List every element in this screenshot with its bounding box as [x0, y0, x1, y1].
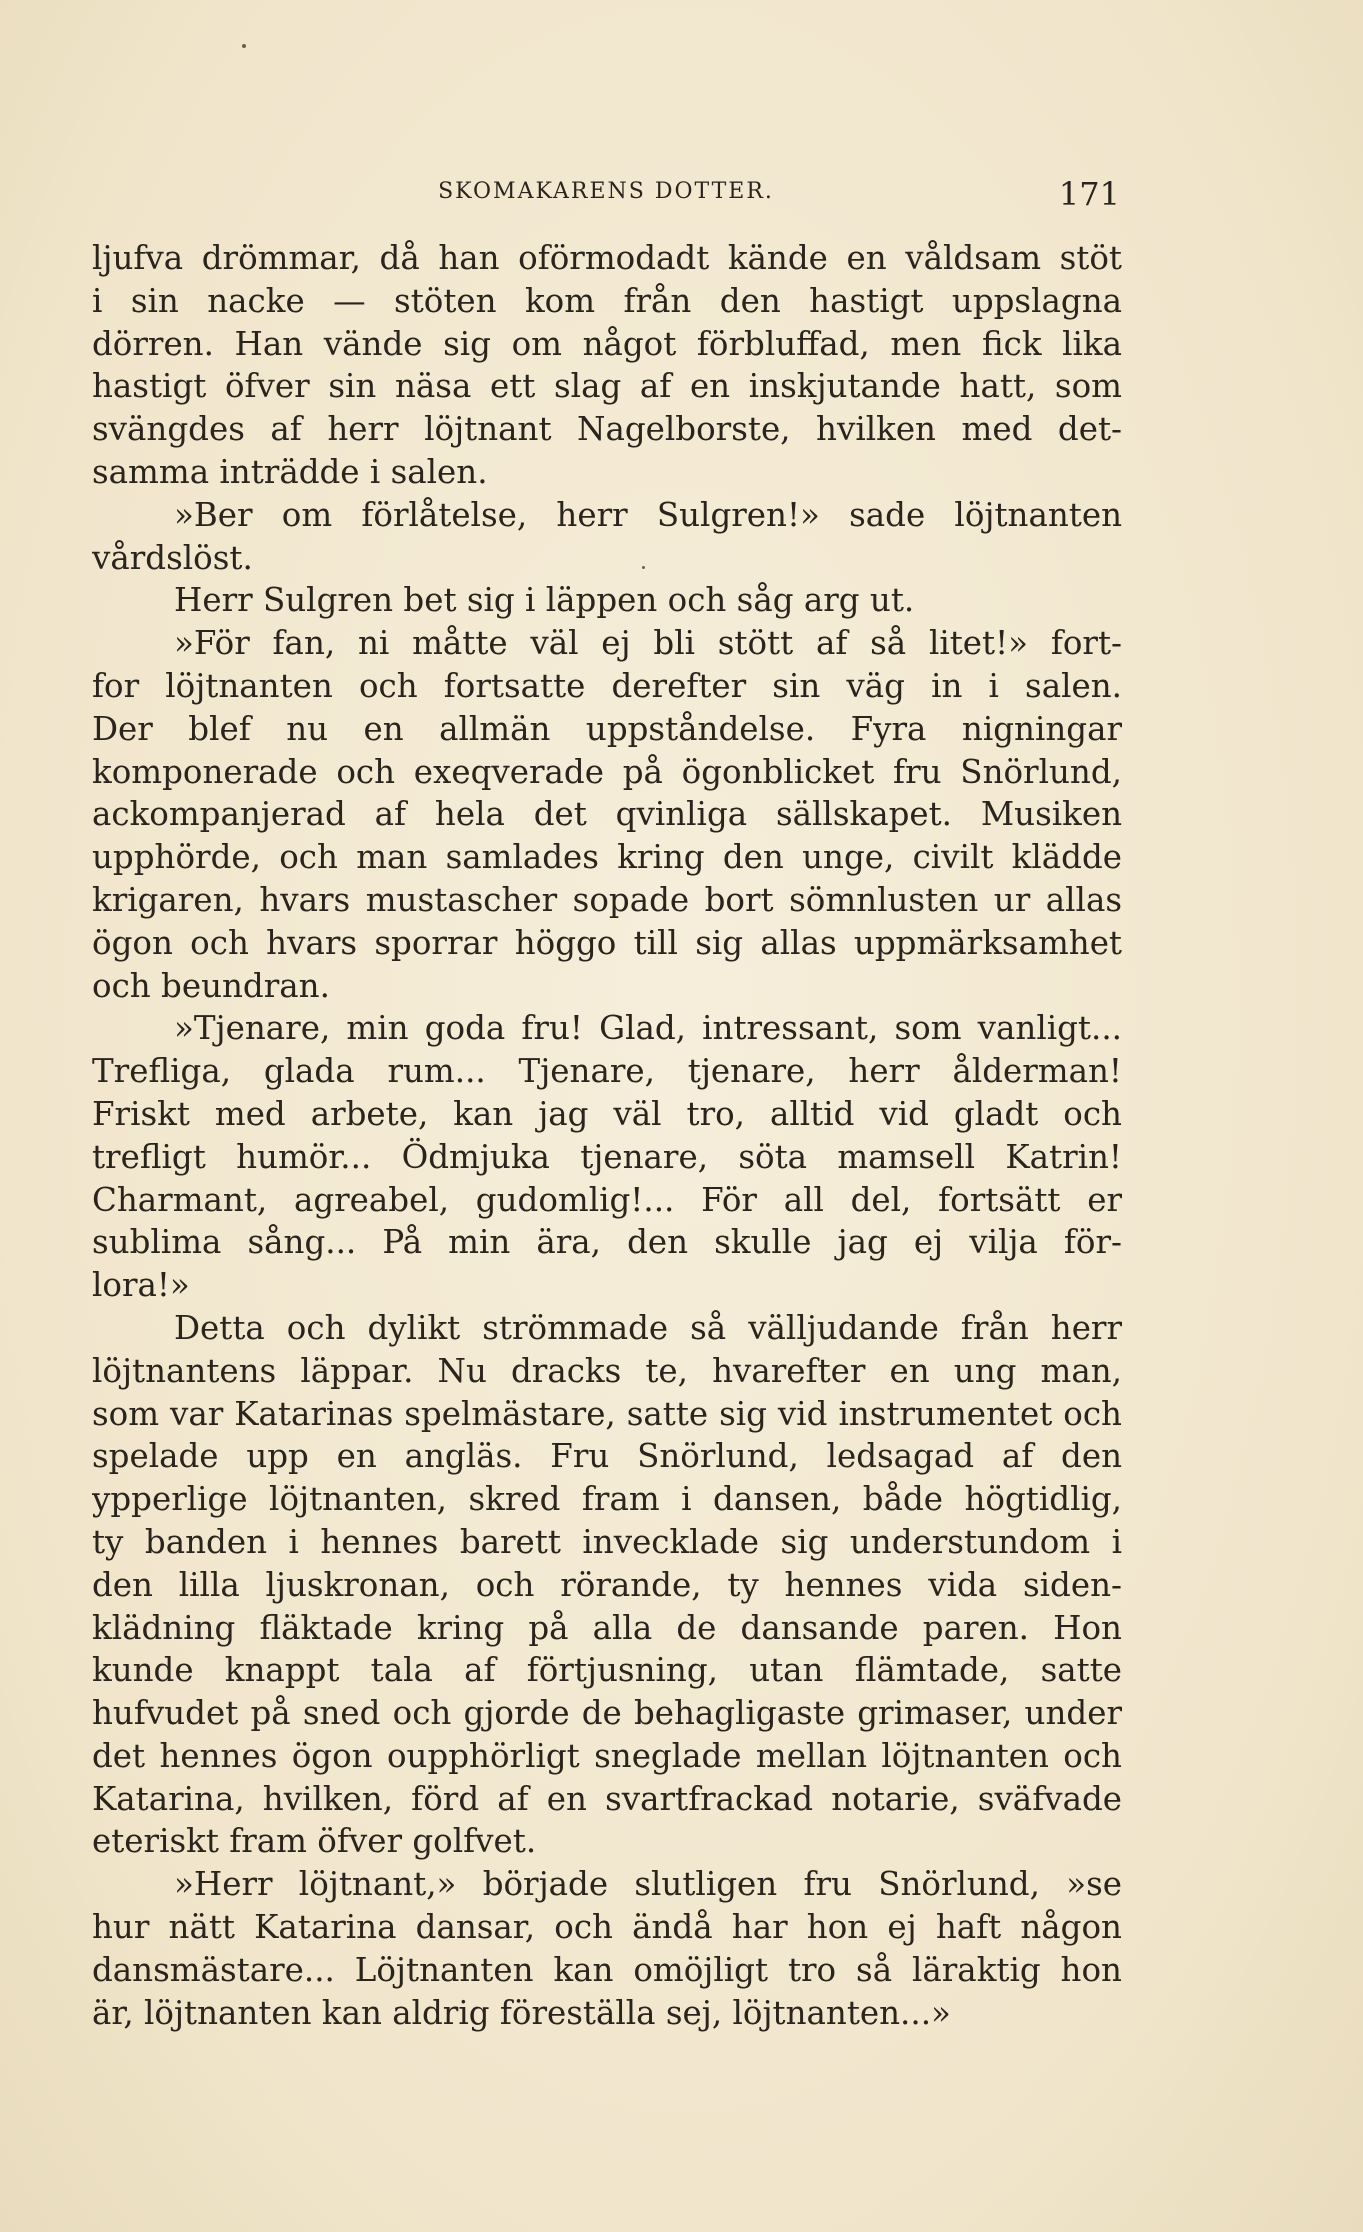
text-line: samma inträdde i salen. [92, 452, 488, 491]
text-line: ypperlige löjtnanten, skred fram i dansen, både högtidlig, [92, 1480, 1122, 1519]
text-line: ackompanjerad af hela det qvinliga sällskapet. Musiken [92, 795, 1122, 834]
text-line: Der blef nu en allmän uppståndelse. Fyra nigningar [92, 709, 1122, 748]
text-line: löjtnantens läppar. Nu dracks te, hvarefter en ung man, [92, 1351, 1122, 1390]
text-line: »För fan, ni måtte väl ej bli stött af så litet!» fort- [174, 624, 1122, 663]
text-line: Herr Sulgren bet sig i läppen och såg arg ut. [174, 581, 915, 620]
text-line: är, löjtnanten kan aldrig föreställa sej, löjtnanten...» [92, 1993, 951, 2032]
ink-speck [242, 44, 246, 48]
text-line: dörren. Han vände sig om något förbluffad, men fick lika [92, 324, 1122, 363]
text-line: for löjtnanten och fortsatte derefter sin väg in i salen. [92, 666, 1122, 705]
text-line: eteriskt fram öfver golfvet. [92, 1822, 537, 1861]
text-line: ty banden i hennes barett invecklade sig understundom i [92, 1522, 1122, 1561]
text-line: klädning fläktade kring på alla de dansande paren. Hon [92, 1608, 1122, 1647]
text-line: svängdes af herr löjtnant Nagelborste, hvilken med det- [92, 410, 1122, 449]
text-line: Trefliga, glada rum... Tjenare, tjenare, herr ålderman! [92, 1052, 1122, 1091]
text-line: krigaren, hvars mustascher sopade bort sömnlusten ur allas [92, 880, 1122, 919]
text-line: dansmästare... Löjtnanten kan omöjligt tro så läraktig hon [92, 1950, 1122, 1989]
text-line: som var Katarinas spelmästare, satte sig vid instrumentet och [92, 1394, 1122, 1433]
text-line: hufvudet på sned och gjorde de behagligaste grimaser, under [92, 1694, 1122, 1733]
text-line: komponerade och exeqverade på ögonblicket fru Snörlund, [92, 752, 1122, 791]
text-line: ögon och hvars sporrar höggo till sig allas uppmärksamhet [92, 923, 1122, 962]
page-number: 171 [1058, 175, 1120, 213]
text-line: Katarina, hvilken, förd af en svartfrackad notarie, sväfvade [92, 1779, 1122, 1818]
text-line: »Herr löjtnant,» började slutligen fru Snörlund, »se [174, 1865, 1122, 1904]
body-text [92, 237, 1122, 2034]
text-line: spelade upp en angläs. Fru Snörlund, ledsagad af den [92, 1437, 1122, 1476]
text-line: upphörde, och man samlades kring den unge, civilt klädde [92, 838, 1122, 877]
text-line: Friskt med arbete, kan jag väl tro, alltid vid gladt och [92, 1094, 1122, 1133]
text-line: Charmant, agreabel, gudomlig!... För all del, fortsätt er [92, 1180, 1122, 1219]
text-line: lora!» [92, 1266, 190, 1305]
text-line: ljufva drömmar, då han oförmodadt kände en våldsam stöt [92, 239, 1122, 277]
text-line: vårdslöst. [92, 538, 253, 577]
text-line: sublima sång... På min ära, den skulle jag ej vilja för- [92, 1223, 1122, 1262]
text-line: i sin nacke — stöten kom från den hastigt uppslagna [92, 281, 1122, 320]
text-line: Detta och dylikt strömmade så välljudande från herr [174, 1308, 1122, 1347]
running-title: SKOMAKARENS DOTTER. [438, 179, 774, 204]
text-line: trefligt humör... Ödmjuka tjenare, söta mamsell Katrin! [92, 1137, 1122, 1176]
text-line: »Ber om förlåtelse, herr Sulgren!» sade löjtnanten [174, 495, 1122, 534]
page-header [92, 175, 1120, 215]
text-line: »Tjenare, min goda fru! Glad, intressant, som vanligt... [174, 1009, 1122, 1048]
text-line: kunde knappt tala af förtjusning, utan flämtade, satte [92, 1651, 1122, 1690]
text-line: det hennes ögon oupphörligt sneglade mellan löjtnanten och [92, 1736, 1122, 1775]
text-line: hastigt öfver sin näsa ett slag af en inskjutande hatt, som [92, 367, 1122, 406]
text-line: och beundran. [92, 966, 330, 1005]
text-line: hur nätt Katarina dansar, och ändå har hon ej haft någon [92, 1908, 1122, 1947]
text-line: den lilla ljuskronan, och rörande, ty hennes vida siden- [92, 1565, 1122, 1604]
